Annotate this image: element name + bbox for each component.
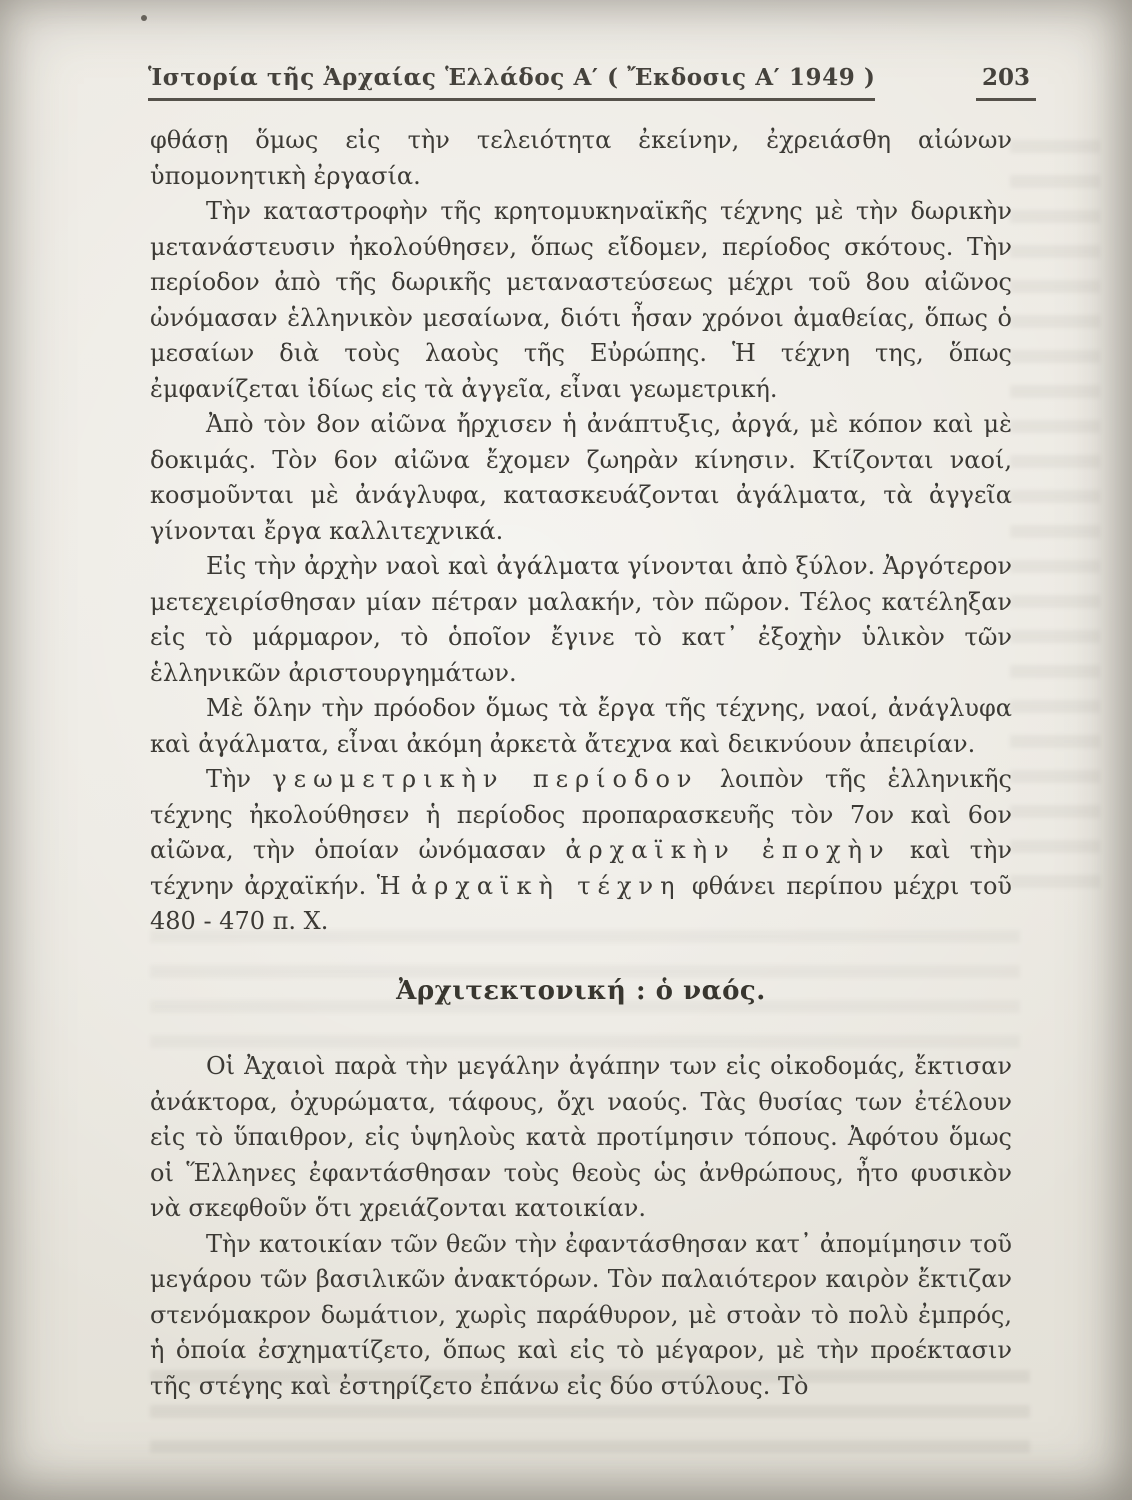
body-text: φθάνει περίπου μέχρι τοῦ 480 - 470 π. Χ. <box>150 871 1012 935</box>
emphasized-text: ἀρχαϊκὴν ἐποχὴν <box>565 836 891 864</box>
body-text: Τὴν <box>206 765 273 793</box>
body-text: καὶ τὴν τέχνην ἀρχαϊκήν. Ἡ <box>150 836 1012 900</box>
emphasized-text: γεωμετρικὴν περίοδον <box>272 765 699 793</box>
ink-speck <box>141 15 147 21</box>
paragraph <box>150 123 1012 194</box>
body-text: Εἰς τὴν ἀρχὴν ναοὶ καὶ ἀγάλματα γίνονται ἀπὸ ξύλον. Ἀργότερον μετεχειρίσθησαν μίαν πέτραν μαλακήν, τὸν πῶρον. Τέλος κατέληξαν εἰς τὸ μάρμαρον, τὸ ὁποῖον ἔγινε τὸ κατ᾽ ἐξοχὴν ὑλικὸν τῶν ἑλληνικῶν ἀριστουργημάτων. <box>150 552 1012 687</box>
paragraph <box>150 762 1012 940</box>
paragraph <box>150 1049 1012 1227</box>
body-text: Οἱ Ἀχαιοὶ παρὰ τὴν μεγάλην ἀγάπην των εἰς οἰκοδομάς, ἔκτισαν ἀνάκτορα, ὀχυρώματα, τάφους, ὄχι ναούς. Τὰς θυσίας των ἐτέλουν εἰς τὸ ὕπαιθρον, εἰς ὑψηλοὺς κατὰ προτίμησιν τόπους. Ἀφότου ὅμως οἱ Ἕλληνες ἐφαντάσθησαν τοὺς θεοὺς ὡς ἀνθρώπους, ἦτο φυσικὸν νὰ σκεφθοῦν ὅτι χρειάζονται κατοικίαν. <box>150 1052 1012 1222</box>
body-text: Τὴν κατοικίαν τῶν θεῶν τὴν ἐφαντάσθησαν κατ᾽ ἀπομίμησιν τοῦ μεγάρου τῶν βασιλικῶν ἀνακτόρων. Τὸν παλαιότερον καιρὸν ἔκτιζαν στενόμακρον δωμάτιον, χωρὶς παράθυρον, μὲ στοὰν τὸ πολὺ ἐμπρός, ἡ ὁποία ἐσχηματίζετο, ὅπως καὶ εἰς τὸ μέγαρον, μὲ τὴν προέκτασιν τῆς στέγης καὶ ἐστηρίζετο ἐπάνω εἰς δύο στύλους. Τὸ <box>150 1229 1012 1400</box>
body-text: Τὴν καταστροφὴν τῆς κρητομυκηναϊκῆς τέχνης μὲ τὴν δωρικὴν μετανάστευσιν ἠκολούθησεν, ὅπως εἴδομεν, περίοδος σκότους. Τὴν περίοδον ἀπὸ τῆς δωρικῆς μεταναστεύσεως μέχρι τοῦ 8ου αἰῶνος ὠνόμασαν ἑλληνικὸν μεσαίωνα, διότι ἦσαν χρόνοι ἀμαθείας, ὅπως ὁ μεσαίων διὰ τοὺς λαοὺς τῆς Εὐρώπης. Ἡ τέχνη της, ὅπως ἐμφανίζεται ἰδίως εἰς τὰ ἀγγεῖα, εἶναι γεωμετρική. <box>150 197 1012 403</box>
body-text: Ἀρχιτεκτονική : ὁ ναός. <box>396 975 766 1006</box>
section-heading <box>150 974 1012 1010</box>
emphasized-text: ἀρχαϊκὴ τέχνη <box>410 871 682 900</box>
body-text: λοιπὸν τῆς ἑλληνικῆς τέχνης ἠκολούθησεν ἡ περίοδος προπαρασκευῆς τὸν 7ον καὶ 6ον αἰῶνα, τὴν ὁποίαν ὠνόμασαν <box>150 765 1012 864</box>
page-content <box>150 123 1012 1404</box>
scan-bleedthrough-right <box>1010 140 1100 900</box>
body-text: φθάσῃ ὅμως εἰς τὴν τελειότητα ἐκείνην, ἐχρειάσθη αἰώνων ὑπομονητικὴ ἐργασία. <box>150 126 1012 190</box>
body-text: Μὲ ὅλην τὴν πρόοδον ὅμως τὰ ἔργα τῆς τέχνης, ναοί, ἀνάγλυφα καὶ ἀγάλματα, εἶναι ἀκόμη ἀρκετὰ ἄτεχνα καὶ δεικνύουν ἀπειρίαν. <box>150 694 1012 758</box>
page-header <box>148 64 1036 101</box>
paragraph <box>150 549 1012 691</box>
body-text: Ἀπὸ τὸν 8ον αἰῶνα ἤρχισεν ἡ ἀνάπτυξις, ἀργά, μὲ κόπον καὶ μὲ δοκιμάς. Τὸν 6ον αἰῶνα ἔχομεν ζωηρὰν κίνησιν. Κτίζονται ναοί, κοσμοῦνται μὲ ἀνάγλυφα, κατασκευάζονται ἀγάλματα, τὰ ἀγγεῖα γίνονται ἔργα καλλιτεχνικά. <box>150 410 1012 545</box>
paragraph <box>150 691 1012 762</box>
paragraph <box>150 407 1012 549</box>
paragraph <box>150 1227 1012 1405</box>
page-number: 203 <box>976 64 1036 101</box>
paragraph <box>150 194 1012 407</box>
running-title: Ἱστορία τῆς Ἀρχαίας Ἑλλάδος Α′ ( Ἔκδοσις Α′ 1949 ) <box>148 64 875 101</box>
